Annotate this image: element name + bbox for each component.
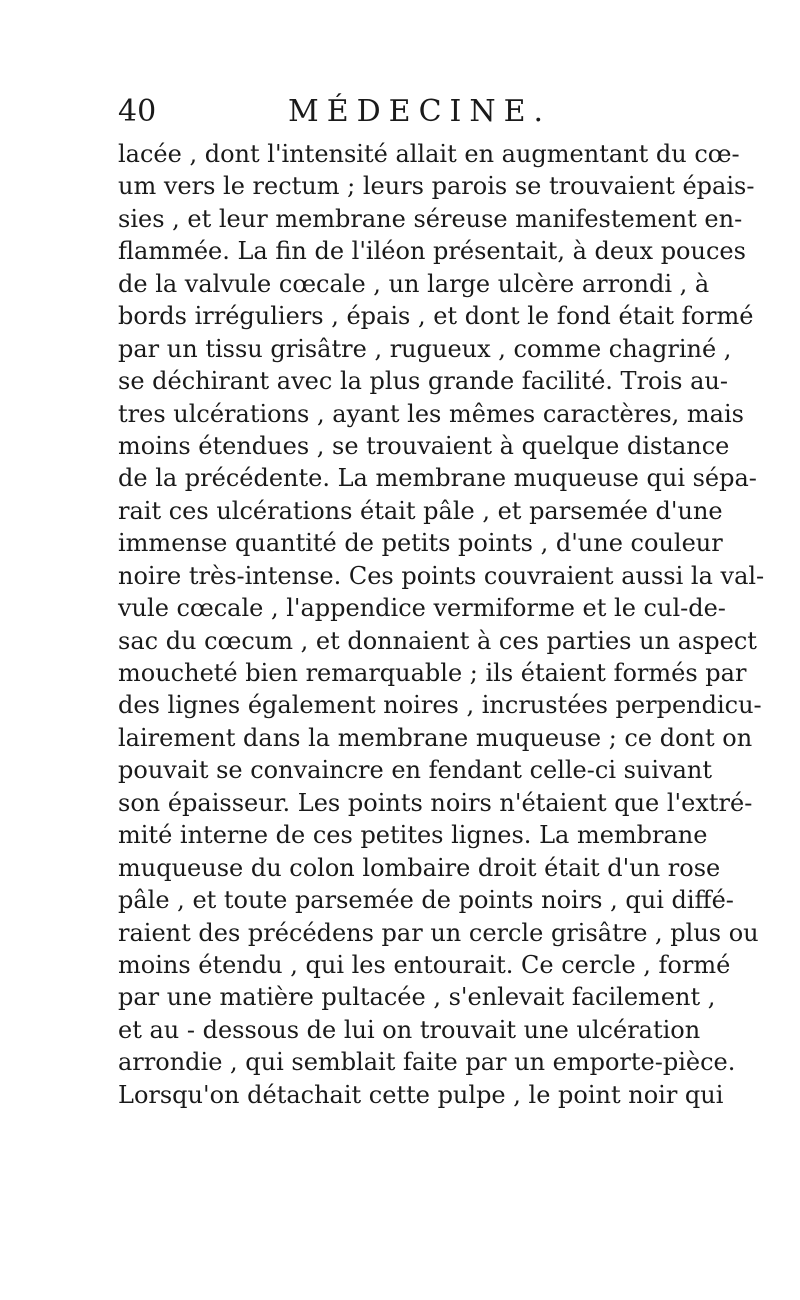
text-line: tres ulcérations , ayant les mêmes caractères, mais — [118, 399, 744, 428]
text-line: sac du cœcum , et donnaient à ces parties un aspect — [118, 626, 757, 655]
body-text — [118, 138, 765, 1111]
text-line: se déchirant avec la plus grande facilité. Trois au- — [118, 367, 728, 396]
text-line: immense quantité de petits points , d'une couleur — [118, 529, 723, 558]
text-line: de la précédente. La membrane muqueuse qui sépa- — [118, 464, 757, 493]
text-line: vule cœcale , l'appendice vermiforme et le cul-de- — [118, 594, 726, 623]
text-line: um vers le rectum ; leurs parois se trouvaient épais- — [118, 172, 755, 201]
text-line: Lorsqu'on détachait cette pulpe , le point noir qui — [118, 1080, 724, 1109]
text-line: des lignes également noires , incrustées perpendicu- — [118, 691, 762, 720]
text-line: moins étendu , qui les entourait. Ce cercle , formé — [118, 950, 731, 979]
text-line: flammée. La fin de l'iléon présentait, à deux pouces — [118, 237, 746, 266]
text-line: pâle , et toute parsemée de points noirs , qui diffé- — [118, 886, 734, 915]
text-line: de la valvule cœcale , un large ulcère arrondi , à — [118, 269, 710, 298]
text-line: noire très-intense. Ces points couvraient aussi la val- — [118, 561, 765, 590]
text-line: moins étendues , se trouvaient à quelque distance — [118, 431, 730, 460]
text-line: lairement dans la membrane muqueuse ; ce dont on — [118, 723, 753, 752]
text-line: sies , et leur membrane séreuse manifestement en- — [118, 204, 743, 233]
text-line: raient des précédens par un cercle grisâtre , plus ou — [118, 918, 759, 947]
text-line: lacée , dont l'intensité allait en augmentant du cœ- — [118, 140, 740, 168]
text-line: pouvait se convaincre en fendant celle-ci suivant — [118, 756, 713, 785]
text-line: par un tissu grisâtre , rugueux , comme chagriné , — [118, 334, 732, 363]
text-line: bords irréguliers , épais , et dont le fond était formé — [118, 302, 754, 331]
text-line: rait ces ulcérations était pâle , et parsemée d'une — [118, 496, 723, 525]
running-title: MÉDECINE. — [288, 94, 552, 129]
text-line: muqueuse du colon lombaire droit était d'un rose — [118, 853, 721, 882]
text-line: son épaisseur. Les points noirs n'étaient que l'extré- — [118, 788, 753, 817]
text-line: par une matière pultacée , s'enlevait facilement , — [118, 983, 716, 1012]
text-line: moucheté bien remarquable ; ils étaient formés par — [118, 659, 747, 687]
text-line: et au - dessous de lui on trouvait une ulcération — [118, 1015, 701, 1044]
page-number: 40 — [118, 94, 157, 129]
text-line: mité interne de ces petites lignes. La membrane — [118, 821, 708, 850]
text-line: arrondie , qui semblait faite par un emporte-pièce. — [118, 1048, 736, 1077]
running-head — [118, 92, 688, 132]
